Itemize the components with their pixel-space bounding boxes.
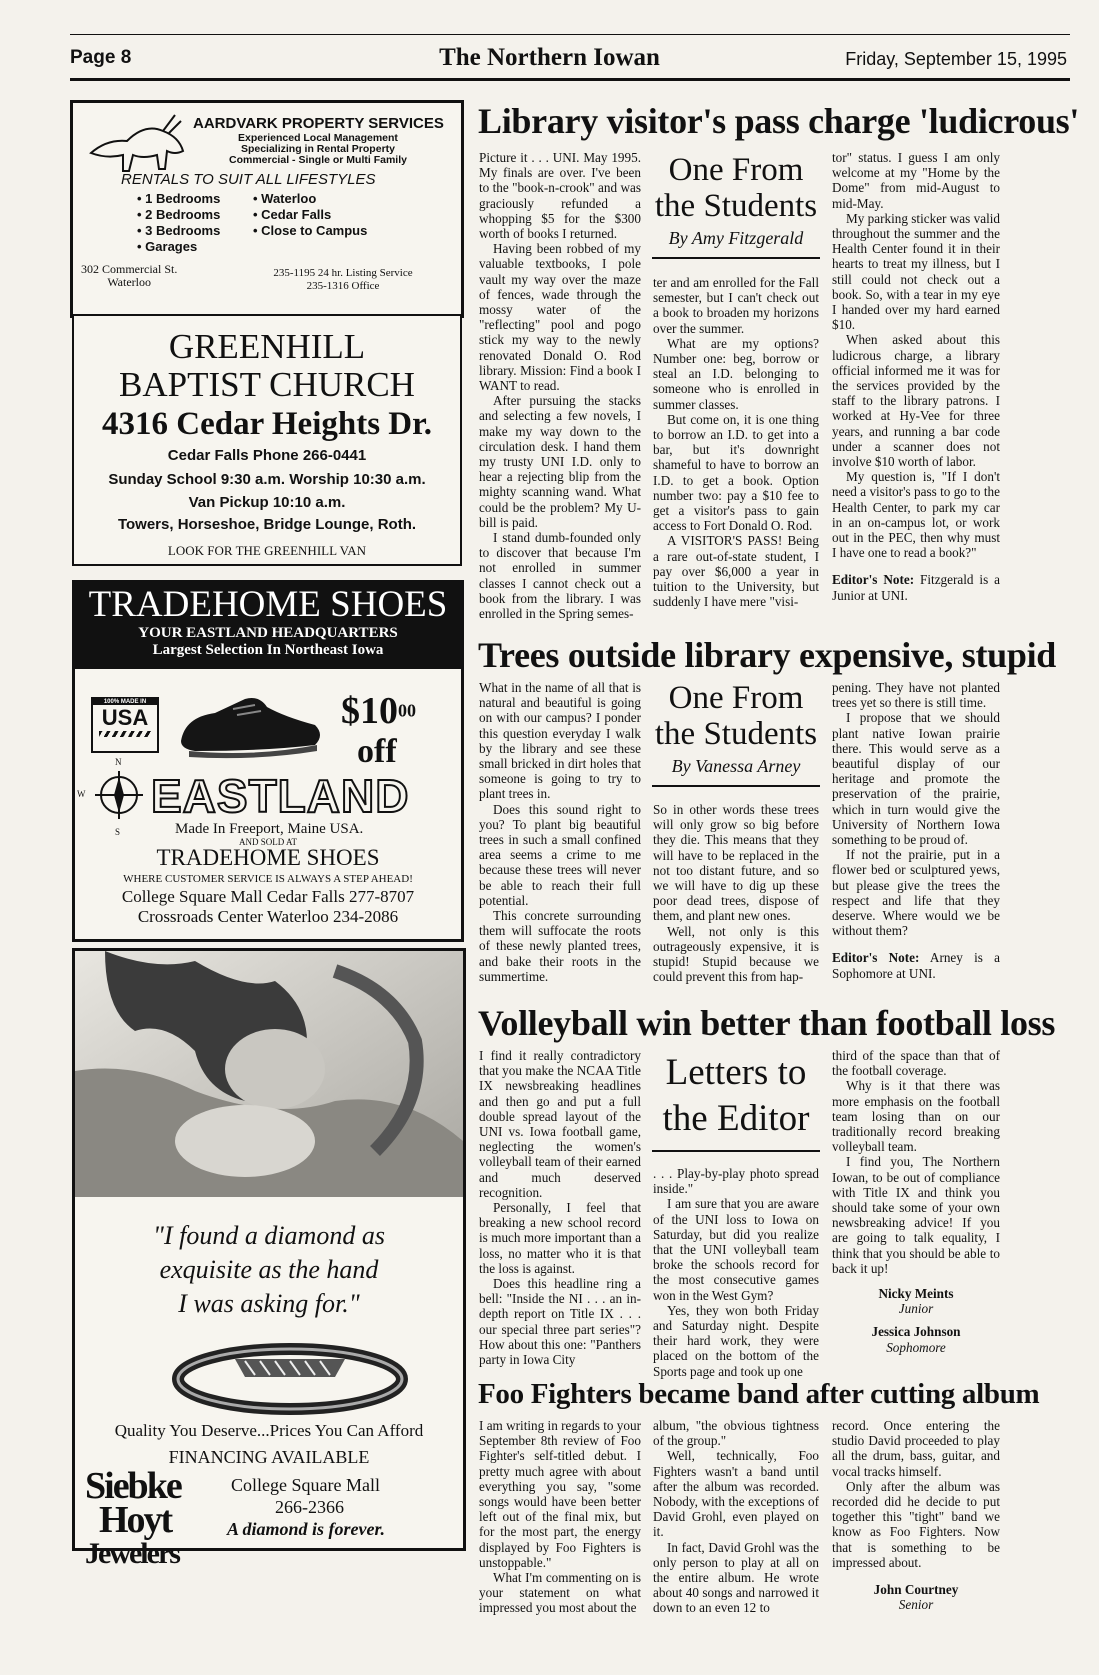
- aardvark-unit-list: [137, 191, 220, 255]
- article-1-headline: Library visitor's pass charge 'ludicrous': [478, 101, 1080, 141]
- tradehome-sub-2: Largest Selection In Northeast Iowa: [152, 642, 384, 658]
- discount-price: [341, 689, 416, 733]
- article-4-col-1: [479, 1418, 641, 1616]
- aardvark-phone-2: 235-1316 Office: [306, 280, 380, 292]
- column-head-title-2: the Students: [654, 188, 818, 224]
- aardvark-logo: [87, 111, 187, 179]
- paragraph: When asked about this ludicrous charge, a library official informed me it was for the services provided by the staff to the library patrons. I worked at Hy-Vee for three years, and running a bar code under a scanner does not involve $10 worth of labor.: [832, 332, 1000, 470]
- aardvark-unit-3: • 3 Bedrooms: [137, 223, 221, 238]
- usa-badge-stripes: [99, 731, 151, 737]
- greenhill-line-3: 4316 Cedar Heights Dr.: [102, 406, 432, 442]
- editors-note-text: Fitzgerald is a Junior at UNI.: [832, 572, 1000, 603]
- greenhill-line-5: Sunday School 9:30 a.m. Worship 10:30 a.m.: [108, 471, 426, 488]
- paragraph: . . . Play-by-play photo spread inside.": [653, 1166, 819, 1197]
- aardvark-address: [81, 263, 177, 289]
- signature-role: Sophomore: [886, 1339, 946, 1355]
- eastland-brand: EASTLAND: [151, 770, 410, 822]
- paragraph: Well, technically, Foo Fighters wasn't a band until after the album was recorded. Nobody, with the exceptions of David Grohl, even played on it.: [653, 1448, 819, 1540]
- paragraph: I am writing in regards to your September 8th review of Foo Fighter's self-titled debut. I pretty much agree with about everything you say, "some songs would have been better left out of the final mix, but for the most part, the energy displayed by Foo Fighters is unstoppable.": [479, 1418, 641, 1570]
- paragraph: Why is it that there was more emphasis on the football team losing than on our traditionally record breaking volleyball team.: [832, 1078, 1000, 1155]
- tradehome-title: TRADEHOME SHOES: [88, 584, 448, 625]
- paragraph: album, "the obvious tightness of the group.": [653, 1418, 819, 1449]
- aardvark-address-1: 302 Commercial St.: [81, 262, 178, 276]
- article-2-headline: Trees outside library expensive, stupid: [478, 635, 1056, 675]
- aardvark-unit-1: • 1 Bedrooms: [137, 191, 221, 206]
- tradehome-header: [75, 583, 461, 669]
- paragraph: But come on, it is one thing to borrow an I.D. to get into a bar, but it's downright shameful to have to borrow an I.D. to get a book. Option number two: pay a $10 fee to get a visitor's pass to gain access to Fort Donald O. Rod.: [653, 411, 819, 534]
- paragraph: My parking sticker was valid throughout the summer and the Health Center found it in their hearts to treat my illness, but I still could not check out a book. So, with a tear in my eye I handed over my hard earned $10.: [832, 210, 1000, 333]
- aardvark-slogan: RENTALS TO SUIT ALL LIFESTYLES: [121, 171, 376, 188]
- eastland-made: Made In Freeport, Maine USA.: [175, 821, 364, 837]
- signature-role: Senior: [898, 1597, 934, 1613]
- paragraph: I propose that we should plant native Iowan prairie there. This would serve as a beautiful display of our heritage and promote the preservation of the prairie, which in turn would give the University of Northern Iowa something to be proud of.: [832, 710, 1000, 848]
- aardvark-location-list: [253, 191, 367, 239]
- paragraph: Only after the album was recorded did he decide to put together this "tight" band we know as Foo Fighters. Now that is something to be impressed about.: [832, 1478, 1000, 1570]
- jewelers-logo-3: Jewelers: [85, 1537, 179, 1570]
- paragraph: If not the prairie, put in a flower bed or sculptured yews, but please give the trees the respect and life that they deserve. Where would we be without them?: [832, 847, 1000, 939]
- issue-date: Friday, September 15, 1995: [845, 49, 1067, 69]
- paragraph: I stand dumb-founded only to discover that because I'm not enrolled in summer classes I cannot check out a book from the library. I was enrolled in the Spring semes-: [479, 530, 641, 622]
- greenhill-line-7: Towers, Horseshoe, Bridge Lounge, Roth.: [117, 516, 417, 533]
- paragraph: This concrete surrounding them will suffocate the roots of these newly planted trees, and bake their roots in the summertime.: [479, 908, 641, 984]
- column-head-rule: [652, 1150, 820, 1152]
- column-head-title-1: One From: [668, 680, 804, 716]
- paragraph: So in other words these trees will only grow so big before they die. This means that they will have to be replaced in the not too distant future, and so we will have to dig up these poor dead trees, dispose of them, and plant new ones.: [653, 802, 819, 924]
- article-2-col-2: [653, 802, 819, 984]
- paragraph: A VISITOR'S PASS! Being a rare out-of-state student, I pay over $6,000 a year in tuition to the University, but suddenly I have mere "visi-: [653, 533, 819, 610]
- usa-badge: [91, 697, 159, 753]
- shoe-image: [175, 687, 325, 761]
- article-4-headline: Foo Fighters became band after cutting album: [478, 1378, 1040, 1410]
- article-3-col-3: [832, 1048, 1000, 1355]
- compass-icon: [87, 765, 151, 825]
- greenhill-church-ad: [72, 314, 462, 566]
- ad-quote: [75, 1219, 463, 1321]
- article-1-col-1: [479, 150, 641, 621]
- ad-quote-2: exquisite as the hand: [159, 1255, 379, 1284]
- paragraph: Personally, I feel that breaking a new school record is much more important than a loss, no matter who it is that the loss is against.: [479, 1200, 641, 1276]
- editors-note: [832, 950, 1000, 980]
- jewelers-mall: College Square Mall: [231, 1475, 380, 1495]
- masthead-top-rule: [70, 34, 1070, 35]
- column-head-title-1: Letters to: [665, 1052, 807, 1093]
- tradehome-title-2: TRADEHOME SHOES: [156, 845, 380, 870]
- signature-name: Nicky Meints: [878, 1286, 954, 1302]
- compass-s: S: [115, 827, 121, 837]
- paragraph: I find you, The Northern Iowan, to be out of compliance with Title IX and think you should take some of your own newsbreaking advice! If you are going to talk equality, I think that you should be able to back it up!: [832, 1154, 1000, 1276]
- article-1-col-2: [653, 275, 819, 609]
- aardvark-phones: [243, 267, 443, 293]
- article-3-col-2: [653, 1166, 819, 1379]
- aardvark-loc-1: • Waterloo: [253, 191, 317, 206]
- article-1-col-3: [832, 150, 1000, 603]
- aardvark-tagline: [229, 133, 407, 166]
- usa-badge-text: USA: [101, 705, 149, 730]
- quality-line: Quality You Deserve...Prices You Can Afford: [114, 1421, 424, 1440]
- aardvark-loc-2: • Cedar Falls: [253, 207, 332, 222]
- paragraph: My question is, "If I don't need a visitor's pass to go to the Health Center, to park my car in an on-campus lot, or work out in the PEC, then why must I have one to read a book?": [832, 469, 1000, 561]
- siebke-hoyt-jewelers-ad: [72, 948, 466, 1570]
- greenhill-line-6: Van Pickup 10:10 a.m.: [188, 494, 346, 511]
- paragraph: pening. They have not planted trees yet so there is still time.: [832, 680, 1000, 711]
- masthead-rule: [70, 78, 1070, 81]
- paragraph: I am sure that you are aware of the UNI loss to Iowa on Saturday, but did you realize that the UNI volleyball team broke the schools record for the most consecutive games won in the West Gym?: [653, 1196, 819, 1303]
- column-head-byline: By Vanessa Arney: [671, 756, 801, 776]
- aardvark-tag-1: Experienced Local Management: [238, 132, 398, 144]
- couple-photo: [75, 951, 463, 1197]
- editors-note: [832, 572, 1000, 602]
- greenhill-line-1: GREENHILL: [168, 327, 366, 366]
- aardvark-name: AARDVARK PROPERTY SERVICES: [193, 115, 444, 132]
- ad-quote-1: "I found a diamond as: [153, 1221, 385, 1250]
- article-3-headline: Volleyball win better than football loss: [478, 1003, 1056, 1043]
- aardvark-loc-3: • Close to Campus: [253, 223, 368, 238]
- compass-w: W: [77, 789, 86, 799]
- eastland-sold: AND SOLD AT: [238, 837, 297, 847]
- page-number: Page 8: [70, 47, 132, 68]
- column-head-rule: [652, 785, 820, 787]
- paragraph: In fact, David Grohl was the only person to play at all on the entire album. He wrote about 40 songs and narrowed it down to an even 12 to: [653, 1539, 819, 1616]
- paragraph: Well, not only is this outrageously expensive, it is stupid! Stupid because we could prevent this from hap-: [653, 923, 819, 985]
- discount-dollars: $10: [341, 690, 398, 732]
- paragraph: Does this sound right to you? To plant big beautiful trees in such a small confined area seems a crime to me because these trees will never be able to reach their full potential.: [479, 801, 641, 908]
- paragraph: What are my options? Number one: beg, borrow or steal an I.D. belonging to someone who is enrolled in summer classes.: [653, 335, 819, 412]
- aardvark-tag-3: Commercial - Single or Multi Family: [229, 154, 407, 166]
- aardvark-address-2: Waterloo: [107, 275, 151, 289]
- signature-name: John Courtney: [873, 1582, 959, 1598]
- editors-note-text: Arney is a Sophomore at UNI.: [832, 950, 1000, 981]
- paragraph: ter and am enrolled for the Fall semester, but I can't check out a book to broaden my horizons over the summer.: [653, 275, 819, 336]
- editors-note-label: Editor's Note:: [832, 950, 920, 966]
- signature-name: Jessica Johnson: [871, 1324, 961, 1340]
- column-head-fitzgerald: [652, 152, 820, 259]
- paragraph: third of the space than that of the football coverage.: [832, 1048, 1000, 1079]
- tradehome-shoes-ad: [72, 580, 464, 942]
- column-head-title-2: the Students: [654, 716, 818, 752]
- greenhill-line-4: Cedar Falls Phone 266-0441: [167, 447, 367, 464]
- greenhill-line-8: LOOK FOR THE GREENHILL VAN: [167, 543, 367, 558]
- tradehome-sub-1: YOUR EASTLAND HEADQUARTERS: [138, 625, 398, 641]
- paragraph: Yes, they won both Friday and Saturday night. Despite their hard work, they were placed on the bottom of the Sports page and took up one: [653, 1302, 819, 1379]
- paper-name: The Northern Iowan: [439, 44, 660, 71]
- financing-line: FINANCING AVAILABLE: [168, 1447, 370, 1467]
- aardvark-unit-4: • Garages: [137, 239, 198, 254]
- paragraph: After pursuing the stacks and selecting a few novels, I make my way down to the circulation desk. I hand them my trusty UNI I.D. only to hear a rejecting blip from the mighty scanning wand. What could be the problem? My U-bill is paid.: [479, 393, 641, 530]
- article-2-col-1: [479, 680, 641, 984]
- usa-badge-top: 100% MADE IN: [93, 699, 157, 705]
- paragraph: tor" status. I guess I am only welcome at my "Home by the Dome" from mid-August to mid-May.: [832, 150, 1000, 211]
- tradehome-location-2: Crossroads Center Waterloo 234-2086: [137, 907, 399, 926]
- aardvark-ad: [70, 100, 464, 318]
- jewelers-logo-2: Hoyt: [99, 1499, 172, 1541]
- paragraph: record. Once entering the studio David proceeded to play all the drum, bass, guitar, and vocal tracks himself.: [832, 1418, 1000, 1479]
- aardvark-phone-1: 235-1195 24 hr. Listing Service: [273, 267, 413, 279]
- signature-role: Junior: [898, 1301, 934, 1317]
- jewelers-tagline: A diamond is forever.: [227, 1519, 386, 1539]
- article-3-col-1: [479, 1048, 641, 1367]
- article-4-col-3: [832, 1418, 1000, 1612]
- aardvark-tag-2: Specializing in Rental Property: [240, 143, 395, 155]
- column-head-title-2: the Editor: [662, 1098, 810, 1139]
- paragraph: Does this headline ring a bell: "Inside the NI . . . an in-depth report on Title IX . . . our special three part series"? How about this one: "Panthers party in Iowa City: [479, 1276, 641, 1368]
- column-head-title-1: One From: [668, 152, 804, 188]
- discount-off: off: [357, 733, 397, 770]
- column-head-byline: By Amy Fitzgerald: [668, 228, 804, 248]
- article-2-col-3: [832, 680, 1000, 981]
- diamond-ring-image: [165, 1329, 415, 1421]
- paragraph: Picture it . . . UNI. May 1995. My finals are over. I've been to the "book-n-crook" and was graciously refunded a whopping $5 for the $300 worth of books I returned.: [479, 150, 641, 242]
- editors-note-label: Editor's Note:: [832, 572, 915, 588]
- compass-n: N: [115, 757, 122, 767]
- tradehome-service: WHERE CUSTOMER SERVICE IS ALWAYS A STEP AHEAD!: [123, 873, 413, 885]
- jewelers-logo-1: Siebke: [85, 1465, 181, 1507]
- greenhill-line-2: BAPTIST CHURCH: [119, 365, 415, 404]
- paragraph: I find it really contradictory that you make the NCAA Title IX newsbreaking headlines and then go and put a full double spread layout of the UNI vs. Iowa football game, neglecting the women's volleyball team of their earned and much deserved recognition.: [479, 1048, 641, 1200]
- aardvark-unit-2: • 2 Bedrooms: [137, 207, 221, 222]
- tradehome-location-1: College Square Mall Cedar Falls 277-8707: [121, 887, 415, 906]
- jewelers-logo: [85, 1465, 181, 1571]
- column-head-rule: [652, 257, 820, 259]
- article-4-col-2: [653, 1418, 819, 1616]
- discount-cents: 00: [398, 700, 416, 721]
- paragraph: What I'm commenting on is your statement on what impressed you most about the: [479, 1570, 641, 1616]
- column-head-arney: [652, 680, 820, 787]
- jewelers-phone: 266-2366: [275, 1497, 344, 1517]
- paragraph: Having been robbed of my valuable textbooks, I pole vault my way over the maze of fences, wade through the mossy water of the "reflecting" pool and pogo stick my way to the newly renovated Donald O. Rod library. Mission: Find a book I WANT to read.: [479, 241, 641, 394]
- paragraph: What in the name of all that is natural and beautiful is going on with our campus? I ponder this question everyday I walk by the library and see these small bricked in dirt holes that someone is going to try to plant trees in.: [479, 680, 641, 802]
- ad-quote-3: I was asking for.": [178, 1289, 360, 1318]
- column-head-letters: [652, 1050, 820, 1152]
